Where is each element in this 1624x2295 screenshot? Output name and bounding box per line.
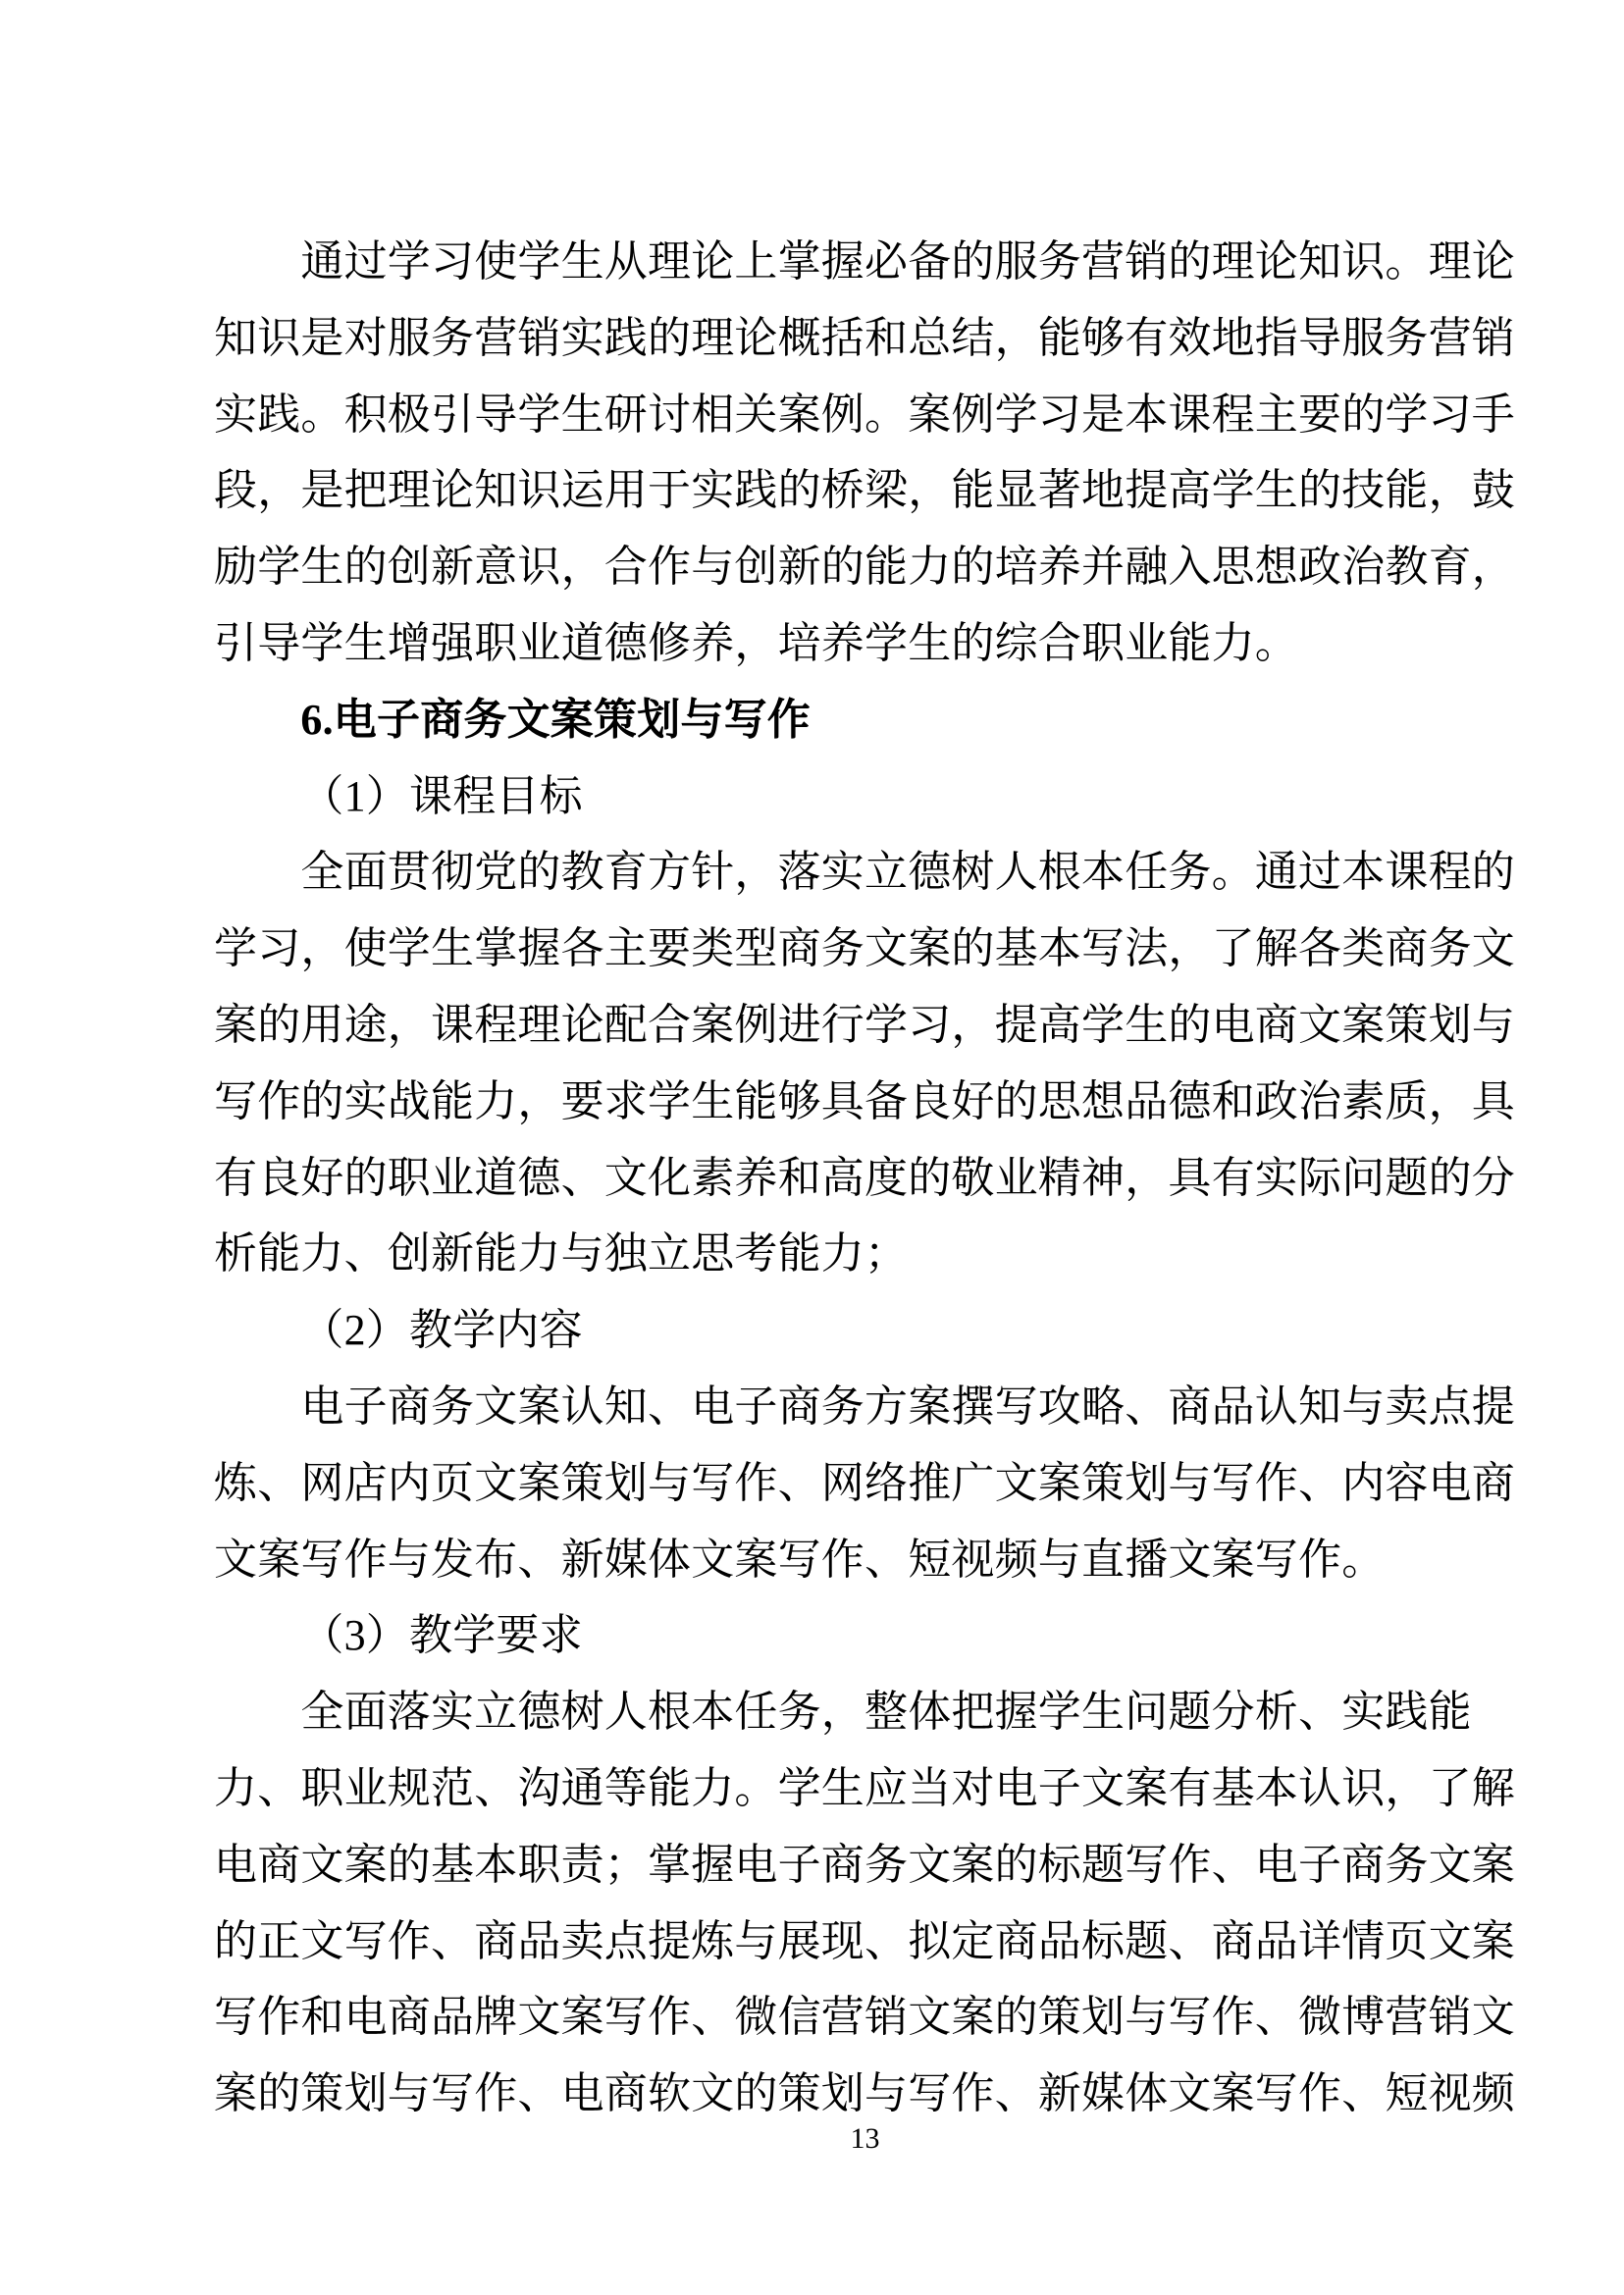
text-line: 全面落实立德树人根本任务，整体把握学生问题分析、实践能 bbox=[300, 1688, 1472, 1737]
document-body bbox=[214, 224, 1516, 2132]
text-line: 力、职业规范、沟通等能力。学生应当对电子文案有基本认识，了解 bbox=[214, 1763, 1515, 1812]
section-heading: 6.电子商务文案策划与写作 bbox=[300, 695, 811, 744]
subsection-heading: （1）课程目标 bbox=[300, 771, 583, 820]
text-line: 炼、网店内页文案策划与写作、网络推广文案策划与写作、内容电商 bbox=[214, 1458, 1515, 1507]
text-line: 实践。积极引导学生研讨相关案例。案例学习是本课程主要的学习手 bbox=[214, 390, 1515, 439]
text-line: 全面贯彻党的教育方针，落实立德树人根本任务。通过本课程的 bbox=[300, 848, 1515, 897]
text-line: 励学生的创新意识，合作与创新的能力的培养并融入思想政治教育， bbox=[214, 543, 1515, 592]
text-line: 文案写作与发布、新媒体文案写作、短视频与直播文案写作。 bbox=[214, 1535, 1386, 1584]
subsection-heading: （2）教学内容 bbox=[300, 1306, 583, 1355]
text-line: 析能力、创新能力与独立思考能力； bbox=[214, 1229, 909, 1278]
text-line: 通过学习使学生从理论上掌握必备的服务营销的理论知识。理论 bbox=[300, 237, 1515, 286]
text-line: 知识是对服务营销实践的理论概括和总结，能够有效地指导服务营销 bbox=[214, 313, 1515, 362]
text-line: 案的用途，课程理论配合案例进行学习，提高学生的电商文案策划与 bbox=[214, 1000, 1515, 1049]
subsection-heading: （3）教学要求 bbox=[300, 1611, 583, 1660]
text-line: 案的策划与写作、电商软文的策划与写作、新媒体文案写作、短视频 bbox=[214, 2069, 1515, 2118]
text-line: 学习，使学生掌握各主要类型商务文案的基本写法，了解各类商务文 bbox=[214, 924, 1515, 973]
text-line: 写作和电商品牌文案写作、微信营销文案的策划与写作、微博营销文 bbox=[214, 1993, 1515, 2042]
text-line: 电商文案的基本职责；掌握电子商务文案的标题写作、电子商务文案 bbox=[214, 1840, 1515, 1889]
text-line: 的正文写作、商品卖点提炼与展现、拟定商品标题、商品详情页文案 bbox=[214, 1916, 1515, 1965]
page-number: 13 bbox=[850, 2122, 880, 2155]
text-line: 写作的实战能力，要求学生能够具备良好的思想品德和政治素质，具 bbox=[214, 1076, 1515, 1125]
text-line: 有良好的职业道德、文化素养和高度的敬业精神，具有实际问题的分 bbox=[214, 1153, 1515, 1202]
text-line: 引导学生增强职业道德修养，培养学生的综合职业能力。 bbox=[214, 618, 1298, 667]
text-line: 段，是把理论知识运用于实践的桥梁，能显著地提高学生的技能，鼓 bbox=[214, 466, 1515, 515]
text-line: 电子商务文案认知、电子商务方案撰写攻略、商品认知与卖点提 bbox=[300, 1382, 1515, 1431]
